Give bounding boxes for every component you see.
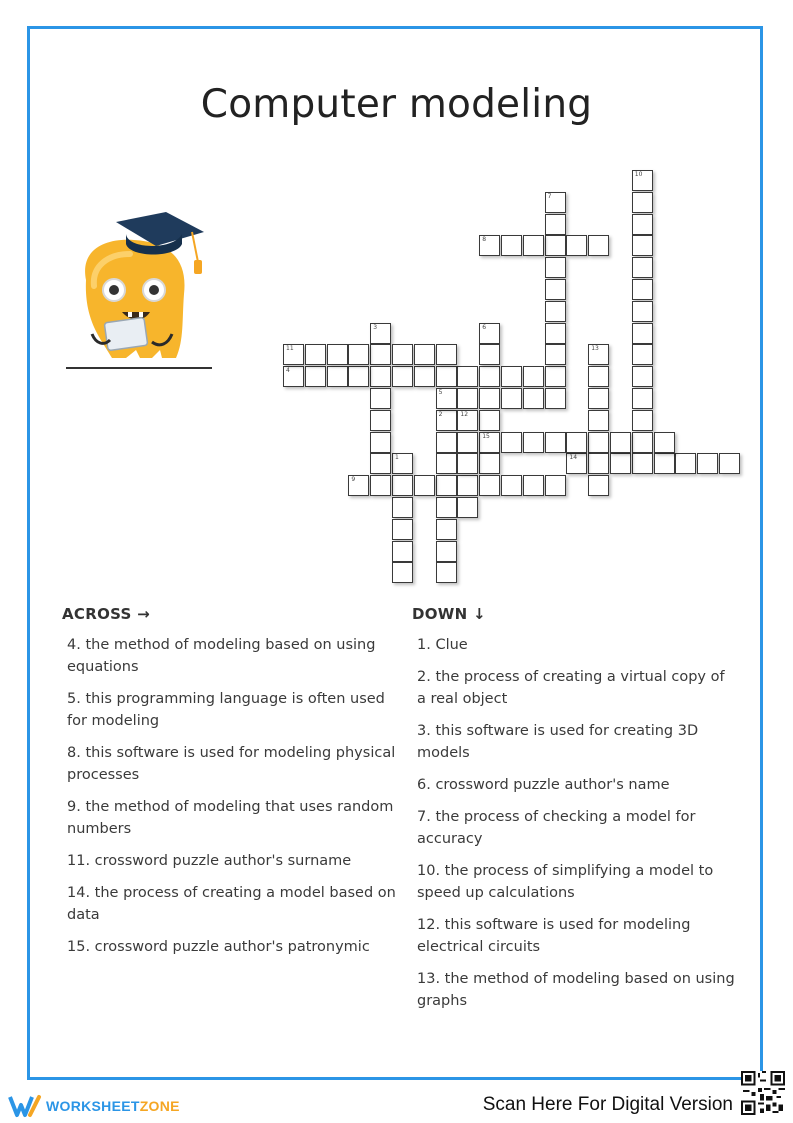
across-clue: 5. this programming language is often used for modeling <box>67 691 385 729</box>
clue-number: 11 <box>286 345 294 353</box>
across-clue: 4. the method of modeling based on using equations <box>67 637 376 675</box>
down-clue: 7. the process of checking a model for accuracy <box>417 809 696 847</box>
clue-number: 9 <box>351 476 356 484</box>
down-clue: 13. the method of modeling based on using graphs <box>417 971 735 1009</box>
clue-number: 4 <box>286 367 290 375</box>
clue-number: 5 <box>438 389 443 396</box>
across-clues <box>67 634 397 968</box>
clue-number: 3 <box>373 323 378 331</box>
across-clue: 11. crossword puzzle author's surname <box>67 853 352 869</box>
clue-number: 1 <box>395 454 399 462</box>
clue-number: 7 <box>547 192 552 200</box>
clue-number: 10 <box>634 171 643 178</box>
clue-number: 15 <box>482 432 490 440</box>
graduate-monster-mascot <box>64 210 214 372</box>
clue-number: 2 <box>438 410 443 418</box>
down-clue: 1. Clue <box>417 637 468 653</box>
down-clues <box>417 634 737 1022</box>
down-clue: 6. crossword puzzle author's name <box>417 777 670 793</box>
qr-code-icon[interactable] <box>741 1071 785 1115</box>
across-clue: 14. the process of creating a model based on data <box>67 885 396 923</box>
across-clue: 9. the method of modeling that uses random numbers <box>67 799 394 837</box>
down-clue: 3. this software is used for creating 3D models <box>417 723 699 761</box>
down-clue: 10. the process of simplifying a model to speed up calculations <box>417 863 714 901</box>
worksheet-zone-logo[interactable] <box>8 1093 180 1119</box>
brand-name <box>46 1098 180 1114</box>
scan-text: Scan Here For Digital Version <box>482 1094 733 1115</box>
clue-number: 6 <box>482 323 487 331</box>
down-clue: 12. this software is used for modeling electrical circuits <box>417 917 691 955</box>
brand-part-2: ZONE <box>139 1098 180 1114</box>
down-heading: DOWN ↓ <box>412 605 486 623</box>
clue-number: 12 <box>460 410 469 418</box>
clue-number: 14 <box>569 454 578 462</box>
clue-number: 13 <box>591 345 599 353</box>
down-clue: 2. the process of creating a virtual copy of a real object <box>417 669 725 707</box>
worksheet-zone-logo-icon <box>8 1093 42 1119</box>
page-title: Computer modeling <box>200 82 593 127</box>
brand-part-1: WORKSHEET <box>46 1098 140 1114</box>
across-heading: ACROSS → <box>62 605 151 623</box>
across-clue: 15. crossword puzzle author's patronymic <box>67 939 370 955</box>
clue-number: 8 <box>482 236 487 244</box>
across-clue: 8. this software is used for modeling physical processes <box>67 745 396 783</box>
